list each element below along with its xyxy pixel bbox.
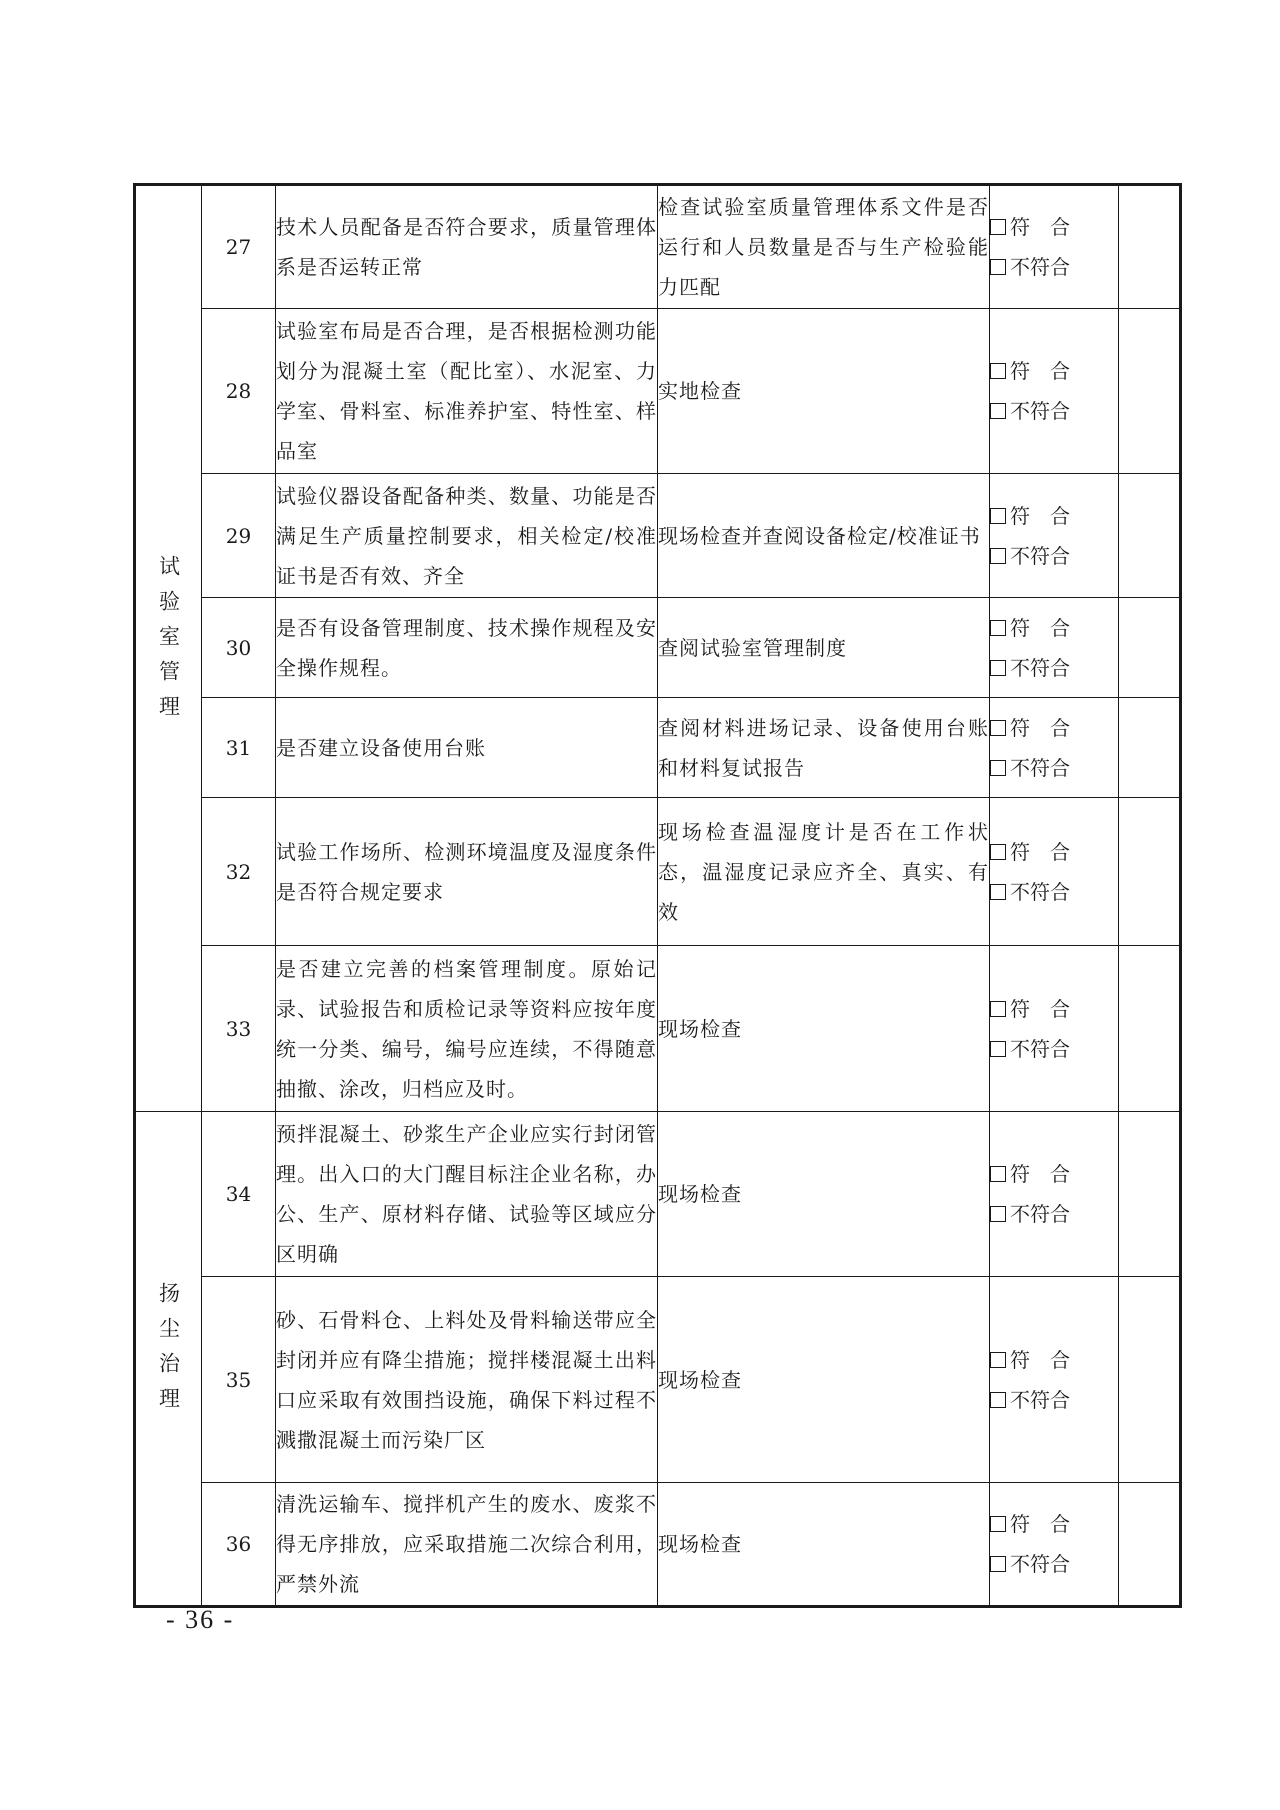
inspection-table bbox=[133, 183, 1182, 1608]
table-row bbox=[135, 474, 1181, 598]
result-option-nonconform[interactable]: 不符合 bbox=[990, 247, 1118, 287]
checkbox-icon[interactable] bbox=[990, 1556, 1006, 1572]
checkbox-icon[interactable] bbox=[990, 259, 1006, 275]
row-number: 28 bbox=[202, 309, 276, 474]
checkbox-icon[interactable] bbox=[990, 219, 1006, 235]
table-row bbox=[135, 185, 1181, 309]
result-cell bbox=[990, 698, 1119, 798]
checkbox-icon[interactable] bbox=[990, 1516, 1006, 1532]
checkbox-icon[interactable] bbox=[990, 548, 1006, 564]
checkbox-icon[interactable] bbox=[990, 508, 1006, 524]
check-method: 现场检查 bbox=[658, 1112, 990, 1277]
result-cell bbox=[990, 598, 1119, 698]
checkbox-icon[interactable] bbox=[990, 1206, 1006, 1222]
check-item: 砂、石骨料仓、上料处及骨料输送带应全封闭并应有降尘措施；搅拌楼混凝土出料口应采取有效围挡设施，确保下料过程不溅撒混凝土而污染厂区 bbox=[276, 1277, 658, 1483]
category-label: 试验室管理 bbox=[156, 554, 181, 730]
check-method: 现场检查 bbox=[658, 1277, 990, 1483]
check-method: 查阅材料进场记录、设备使用台账和材料复试报告 bbox=[658, 698, 990, 798]
note-cell bbox=[1119, 798, 1181, 946]
result-option-conform[interactable]: 符 合 bbox=[990, 1504, 1118, 1544]
checkbox-icon[interactable] bbox=[990, 660, 1006, 676]
check-method: 检查试验室质量管理体系文件是否运行和人员数量是否与生产检验能力匹配 bbox=[658, 185, 990, 309]
result-cell bbox=[990, 1277, 1119, 1483]
row-number: 27 bbox=[202, 185, 276, 309]
table-row bbox=[135, 1112, 1181, 1277]
note-cell bbox=[1119, 185, 1181, 309]
result-option-conform[interactable]: 符 合 bbox=[990, 496, 1118, 536]
note-cell bbox=[1119, 698, 1181, 798]
result-option-nonconform[interactable]: 不符合 bbox=[990, 748, 1118, 788]
note-cell bbox=[1119, 1483, 1181, 1607]
table-row bbox=[135, 598, 1181, 698]
row-number: 33 bbox=[202, 946, 276, 1112]
page-number: - 36 - bbox=[166, 1605, 235, 1634]
check-item: 是否建立设备使用台账 bbox=[276, 698, 658, 798]
category-label: 扬尘治理 bbox=[156, 1282, 181, 1422]
checkbox-icon[interactable] bbox=[990, 720, 1006, 736]
row-number: 31 bbox=[202, 698, 276, 798]
table-row bbox=[135, 798, 1181, 946]
result-option-conform[interactable]: 符 合 bbox=[990, 608, 1118, 648]
row-number: 30 bbox=[202, 598, 276, 698]
row-number: 32 bbox=[202, 798, 276, 946]
checkbox-icon[interactable] bbox=[990, 1352, 1006, 1368]
result-cell bbox=[990, 185, 1119, 309]
check-item: 试验室布局是否合理，是否根据检测功能划分为混凝土室（配比室）、水泥室、力学室、骨料室、标准养护室、特性室、样品室 bbox=[276, 309, 658, 474]
note-cell bbox=[1119, 1112, 1181, 1277]
check-method: 现场检查温湿度计是否在工作状态，温湿度记录应齐全、真实、有效 bbox=[658, 798, 990, 946]
check-item: 技术人员配备是否符合要求，质量管理体系是否运转正常 bbox=[276, 185, 658, 309]
check-method: 实地检查 bbox=[658, 309, 990, 474]
result-option-conform[interactable]: 符 合 bbox=[990, 989, 1118, 1029]
check-method: 现场检查 bbox=[658, 946, 990, 1112]
result-option-nonconform[interactable]: 不符合 bbox=[990, 1029, 1118, 1069]
category-cell bbox=[135, 185, 202, 1112]
checkbox-icon[interactable] bbox=[990, 403, 1006, 419]
table-row bbox=[135, 698, 1181, 798]
result-option-conform[interactable]: 符 合 bbox=[990, 1340, 1118, 1380]
checkbox-icon[interactable] bbox=[990, 1001, 1006, 1017]
result-option-conform[interactable]: 符 合 bbox=[990, 708, 1118, 748]
row-number: 36 bbox=[202, 1483, 276, 1607]
check-item: 清洗运输车、搅拌机产生的废水、废浆不得无序排放，应采取措施二次综合利用，严禁外流 bbox=[276, 1483, 658, 1607]
check-item: 试验工作场所、检测环境温度及湿度条件是否符合规定要求 bbox=[276, 798, 658, 946]
result-cell bbox=[990, 1112, 1119, 1277]
check-item: 预拌混凝土、砂浆生产企业应实行封闭管理。出入口的大门醒目标注企业名称，办公、生产、原材料存储、试验等区域应分区明确 bbox=[276, 1112, 658, 1277]
row-number: 29 bbox=[202, 474, 276, 598]
result-option-conform[interactable]: 符 合 bbox=[990, 1154, 1118, 1194]
category-cell bbox=[135, 1112, 202, 1607]
check-method: 查阅试验室管理制度 bbox=[658, 598, 990, 698]
table-row bbox=[135, 1483, 1181, 1607]
result-cell bbox=[990, 474, 1119, 598]
result-option-nonconform[interactable]: 不符合 bbox=[990, 648, 1118, 688]
check-method: 现场检查并查阅设备检定/校准证书 bbox=[658, 474, 990, 598]
result-cell bbox=[990, 309, 1119, 474]
checkbox-icon[interactable] bbox=[990, 844, 1006, 860]
table-row bbox=[135, 946, 1181, 1112]
checkbox-icon[interactable] bbox=[990, 1392, 1006, 1408]
result-cell bbox=[990, 946, 1119, 1112]
checkbox-icon[interactable] bbox=[990, 1166, 1006, 1182]
note-cell bbox=[1119, 474, 1181, 598]
result-cell bbox=[990, 1483, 1119, 1607]
checkbox-icon[interactable] bbox=[990, 620, 1006, 636]
note-cell bbox=[1119, 1277, 1181, 1483]
check-method: 现场检查 bbox=[658, 1483, 990, 1607]
check-item: 是否建立完善的档案管理制度。原始记录、试验报告和质检记录等资料应按年度统一分类、编号，编号应连续，不得随意抽撤、涂改，归档应及时。 bbox=[276, 946, 658, 1112]
result-option-conform[interactable]: 符 合 bbox=[990, 832, 1118, 872]
table-row bbox=[135, 309, 1181, 474]
result-option-conform[interactable]: 符 合 bbox=[990, 207, 1118, 247]
checkbox-icon[interactable] bbox=[990, 1041, 1006, 1057]
row-number: 35 bbox=[202, 1277, 276, 1483]
result-cell bbox=[990, 798, 1119, 946]
checkbox-icon[interactable] bbox=[990, 363, 1006, 379]
result-option-nonconform[interactable]: 不符合 bbox=[990, 536, 1118, 576]
result-option-nonconform[interactable]: 不符合 bbox=[990, 1194, 1118, 1234]
note-cell bbox=[1119, 598, 1181, 698]
note-cell bbox=[1119, 309, 1181, 474]
checkbox-icon[interactable] bbox=[990, 760, 1006, 776]
result-option-nonconform[interactable]: 不符合 bbox=[990, 1380, 1118, 1420]
result-option-nonconform[interactable]: 不符合 bbox=[990, 1544, 1118, 1584]
check-item: 是否有设备管理制度、技术操作规程及安全操作规程。 bbox=[276, 598, 658, 698]
check-item: 试验仪器设备配备种类、数量、功能是否满足生产质量控制要求，相关检定/校准证书是否有效、齐全 bbox=[276, 474, 658, 598]
result-option-conform[interactable]: 符 合 bbox=[990, 351, 1118, 391]
note-cell bbox=[1119, 946, 1181, 1112]
result-option-nonconform[interactable]: 不符合 bbox=[990, 391, 1118, 431]
result-option-nonconform[interactable]: 不符合 bbox=[990, 872, 1118, 912]
table-row bbox=[135, 1277, 1181, 1483]
checkbox-icon[interactable] bbox=[990, 884, 1006, 900]
row-number: 34 bbox=[202, 1112, 276, 1277]
